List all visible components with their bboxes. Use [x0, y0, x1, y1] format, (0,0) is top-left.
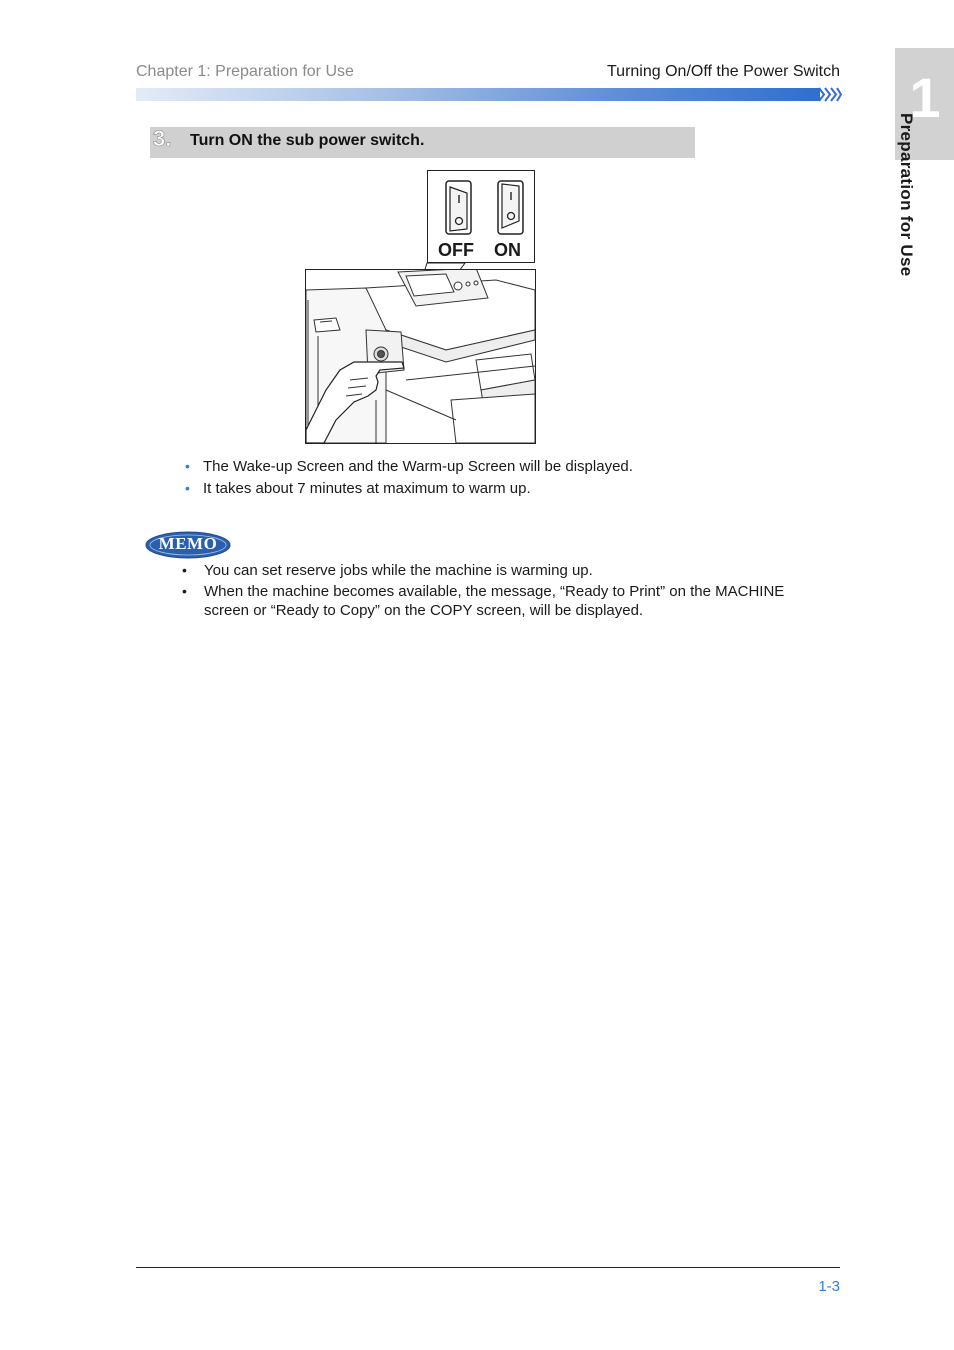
bullet-icon: • — [182, 583, 187, 599]
bullet-icon: • — [185, 480, 190, 496]
page-number: 1-3 — [818, 1278, 840, 1295]
memo-item — [182, 562, 187, 579]
chapter-tab-number: 1 — [909, 66, 941, 129]
chapter-tab-label: Preparation for Use — [897, 113, 916, 277]
bullet-icon: • — [185, 458, 190, 474]
memo-item — [182, 583, 187, 600]
note-text: The Wake-up Screen and the Warm-up Screen will be displayed. — [203, 458, 633, 475]
memo-badge-label: MEMO — [158, 534, 218, 553]
off-label: OFF — [438, 240, 474, 260]
note-text: It takes about 7 minutes at maximum to warm up. — [203, 480, 531, 497]
memo-text: When the machine becomes available, the message, “Ready to Print” on the MACHINE — [204, 583, 785, 600]
note-item — [185, 480, 190, 497]
chevron-right-icon — [818, 86, 842, 103]
footer-rule — [136, 1267, 840, 1268]
note-item — [185, 458, 190, 475]
step-number: 3. — [153, 126, 172, 151]
copier-machine-icon — [306, 270, 535, 443]
chapter-title: Chapter 1: Preparation for Use — [136, 63, 354, 80]
step-title: Turn ON the sub power switch. — [190, 132, 425, 149]
memo-text-continued: screen or “Ready to Copy” on the COPY screen, will be displayed. — [204, 602, 644, 619]
section-title: Turning On/Off the Power Switch — [607, 63, 840, 80]
header-gradient-bar — [136, 88, 820, 101]
on-label: ON — [494, 240, 521, 260]
memo-text: You can set reserve jobs while the machine is warming up. — [204, 562, 593, 579]
machine-illustration — [305, 269, 536, 444]
bullet-icon: • — [182, 562, 187, 578]
